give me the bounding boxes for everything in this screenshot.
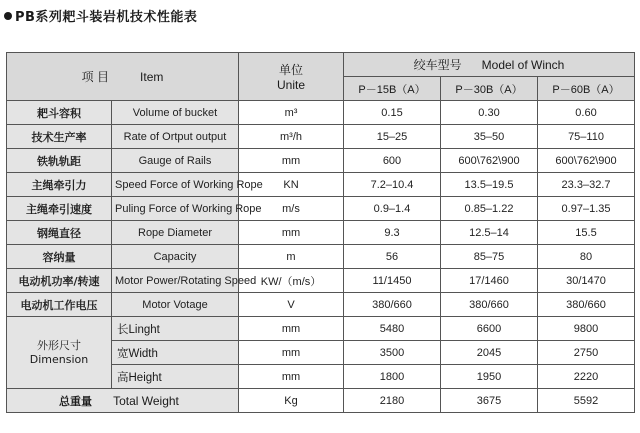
table-row [7,125,635,149]
row-value: 0.85–1.22 [441,197,538,221]
row-label-cn: 容纳量 [7,245,112,269]
row-value: 2180 [344,389,441,413]
bullet-icon [4,12,12,20]
table-row-dimension [7,317,635,341]
row-value: 5592 [538,389,635,413]
row-unit: KW/（m/s） [239,269,344,293]
spec-table [6,52,635,413]
total-label-cn: 总重量 [59,394,92,408]
row-unit: Kg [239,389,344,413]
dimension-sub-label: 长Linght [112,317,239,341]
header-row-1 [7,53,635,77]
row-value: 0.97–1.35 [538,197,635,221]
row-value: 2045 [441,341,538,365]
row-unit: mm [239,149,344,173]
header-item-cell [7,53,239,101]
dimension-label [7,317,112,389]
row-label-en: Motor Votage [112,293,239,317]
row-unit: m³ [239,101,344,125]
row-value: 0.60 [538,101,635,125]
row-value: 85–75 [441,245,538,269]
header-model-1: P－15B（A） [344,77,441,101]
row-value: 56 [344,245,441,269]
header-model-3: P－60B（A） [538,77,635,101]
row-value: 12.5–14 [441,221,538,245]
header-item-cn: 项 目 [81,70,109,84]
table-row [7,197,635,221]
header-unit-cn: 单位 [278,63,303,77]
row-value: 380/660 [538,293,635,317]
row-value: 600 [344,149,441,173]
row-unit: mm [239,341,344,365]
row-unit: KN [239,173,344,197]
total-label [7,389,239,413]
table-row [7,293,635,317]
table-row [7,149,635,173]
page-title-text: PB系列耙斗装岩机技术性能表 [15,10,198,25]
table-row [7,173,635,197]
row-label-cn: 主绳牵引力 [7,173,112,197]
row-value: 9.3 [344,221,441,245]
row-label-cn: 技术生产率 [7,125,112,149]
row-unit: mm [239,317,344,341]
row-unit: m [239,245,344,269]
row-unit: mm [239,365,344,389]
row-value: 15–25 [344,125,441,149]
header-model-2: P－30B（A） [441,77,538,101]
table-row-total [7,389,635,413]
row-label-cn: 铁轨轨距 [7,149,112,173]
row-label-en: Puling Force of Working Rope [112,197,239,221]
row-label-cn: 电动机功率/转速 [7,269,112,293]
row-value: 2220 [538,365,635,389]
row-value: 380/660 [441,293,538,317]
row-value: 5480 [344,317,441,341]
header-item-en: Item [140,70,164,84]
row-value: 80 [538,245,635,269]
row-value: 0.30 [441,101,538,125]
row-value: 6600 [441,317,538,341]
row-value: 3675 [441,389,538,413]
header-unit-cell [239,53,344,101]
row-value: 15.5 [538,221,635,245]
row-value: 380/660 [344,293,441,317]
header-unit-en: Unite [276,78,305,92]
row-value: 7.2–10.4 [344,173,441,197]
row-label-en: Gauge of Rails [112,149,239,173]
row-value: 11/1450 [344,269,441,293]
row-label-en: Volume of bucket [112,101,239,125]
row-label-cn: 电动机工作电压 [7,293,112,317]
table-row [7,269,635,293]
row-value: 600\762\900 [538,149,635,173]
row-label-en: Capacity [112,245,239,269]
row-label-en: Rope Diameter [112,221,239,245]
row-value: 2750 [538,341,635,365]
row-label-cn: 耙斗容积 [7,101,112,125]
dimension-sub-label: 高Height [112,365,239,389]
row-value: 30/1470 [538,269,635,293]
row-value: 75–110 [538,125,635,149]
row-value: 9800 [538,317,635,341]
row-label-cn: 主绳牵引速度 [7,197,112,221]
table-row [7,101,635,125]
row-unit: V [239,293,344,317]
dimension-label-cn: 外形尺寸 [37,338,81,352]
row-unit: m³/h [239,125,344,149]
header-model-title: 绞车型号 Model of Winch [344,53,635,77]
row-unit: mm [239,221,344,245]
table-row [7,245,635,269]
row-value: 1950 [441,365,538,389]
row-value: 1800 [344,365,441,389]
row-value: 17/1460 [441,269,538,293]
row-label-en: Speed Force of Working Rope [112,173,239,197]
row-value: 23.3–32.7 [538,173,635,197]
row-unit: m/s [239,197,344,221]
row-value: 0.9–1.4 [344,197,441,221]
row-label-cn: 钢绳直径 [7,221,112,245]
row-label-en: Rate of Ortput output [112,125,239,149]
row-value: 3500 [344,341,441,365]
page-title [4,6,197,25]
total-label-en: Total Weight [113,393,179,408]
dimension-sub-label: 宽Width [112,341,239,365]
row-value: 0.15 [344,101,441,125]
table-row [7,221,635,245]
row-value: 13.5–19.5 [441,173,538,197]
row-label-en: Motor Power/Rotating Speed [112,269,239,293]
row-value: 35–50 [441,125,538,149]
dimension-label-en: Dimension [29,352,89,366]
row-value: 600\762\900 [441,149,538,173]
